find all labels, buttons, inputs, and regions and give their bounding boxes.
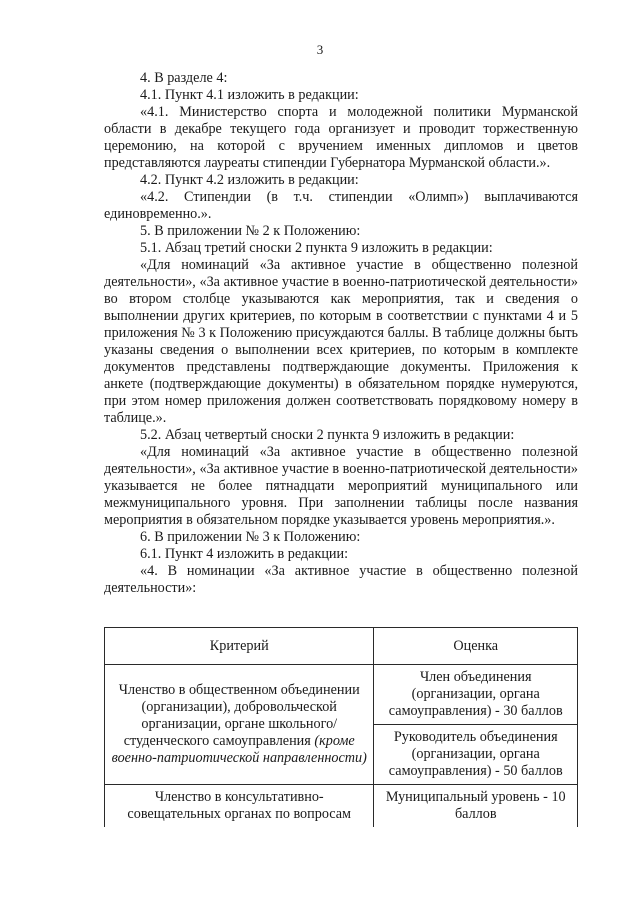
table-row <box>105 665 578 725</box>
paragraph-section-4: 4. В разделе 4: <box>140 70 228 86</box>
paragraph-quote-4-1: «4.1. Министерство спорта и молодежной политики Мурманской области в декабре текущего года организует и проводит торжественную церемонию, на которой с вручением именных дипломов и цветов представляются лауреаты стипендии Губернатора Мурманской области.». <box>104 104 578 171</box>
score-cell-member: Член объединения (организации, органа самоуправления) - 30 баллов <box>374 665 578 725</box>
criterion-text: Членство в общественном объединении (организации), добровольческой организации, органе школьного/студенческого самоуправления <box>118 682 360 749</box>
score-cell-municipal: Муниципальный уровень - 10 баллов <box>374 785 578 828</box>
header-criterion: Критерий <box>105 628 374 665</box>
page-number: 3 <box>316 42 324 57</box>
table-header-row <box>105 628 578 665</box>
table-row <box>105 785 578 828</box>
paragraph-quote-4-2: «4.2. Стипендии (в т.ч. стипендии «Олимп») выплачиваются единовременно.». <box>104 189 578 222</box>
paragraph-section-5: 5. В приложении № 2 к Положению: <box>140 223 361 239</box>
paragraph-item-4-1: 4.1. Пункт 4.1 изложить в редакции: <box>140 87 359 103</box>
paragraph-item-4-2: 4.2. Пункт 4.2 изложить в редакции: <box>140 172 359 188</box>
criterion-note: (кроме военно-патриотической направленности) <box>111 733 367 766</box>
paragraph-item-5-1: 5.1. Абзац третий сноски 2 пункта 9 изложить в редакции: <box>140 240 493 256</box>
paragraph-item-6-1: 6.1. Пункт 4 изложить в редакции: <box>140 546 349 562</box>
paragraph-quote-5-2: «Для номинаций «За активное участие в общественно полезной деятельности», «За активное участие в военно-патриотической деятельности» указывается не более пятнадцати мероприятий муниципального или межмуниципального уровня. При заполнении таблицы после названия мероприятия в обязательном порядке указывается уровень мероприятия.». <box>104 444 578 528</box>
criterion-cell-advisory: Членство в консультативно-совещательных органах по вопросам <box>105 785 374 828</box>
criteria-table <box>104 627 578 827</box>
paragraph-quote-5-1: «Для номинаций «За активное участие в общественно полезной деятельности», «За активное участие в военно-патриотической деятельности» во втором столбце указываются как мероприятия, так и сведения о выполнении других критериев, по которым в соответствии с пунктами 4 и 5 приложения № 3 к Положению присуждаются баллы. В таблице должны быть указаны сведения о выполнении всех критериев, по которым в комплекте документов представлены подтверждающие документы. Приложения к анкете (подтверждающие документы) в обязательном порядке нумеруются, при этом номер приложения должен соответствовать порядковому номеру в таблице.». <box>104 257 578 426</box>
document-body <box>104 70 578 597</box>
paragraph-section-6: 6. В приложении № 3 к Положению: <box>140 529 361 545</box>
paragraph-quote-6-1: «4. В номинации «За активное участие в общественно полезной деятельности»: <box>104 563 578 596</box>
criterion-cell-membership <box>105 665 374 785</box>
score-cell-leader: Руководитель объединения (организации, органа самоуправления) - 50 баллов <box>374 725 578 785</box>
header-score: Оценка <box>374 628 578 665</box>
paragraph-item-5-2: 5.2. Абзац четвертый сноски 2 пункта 9 изложить в редакции: <box>140 427 515 443</box>
